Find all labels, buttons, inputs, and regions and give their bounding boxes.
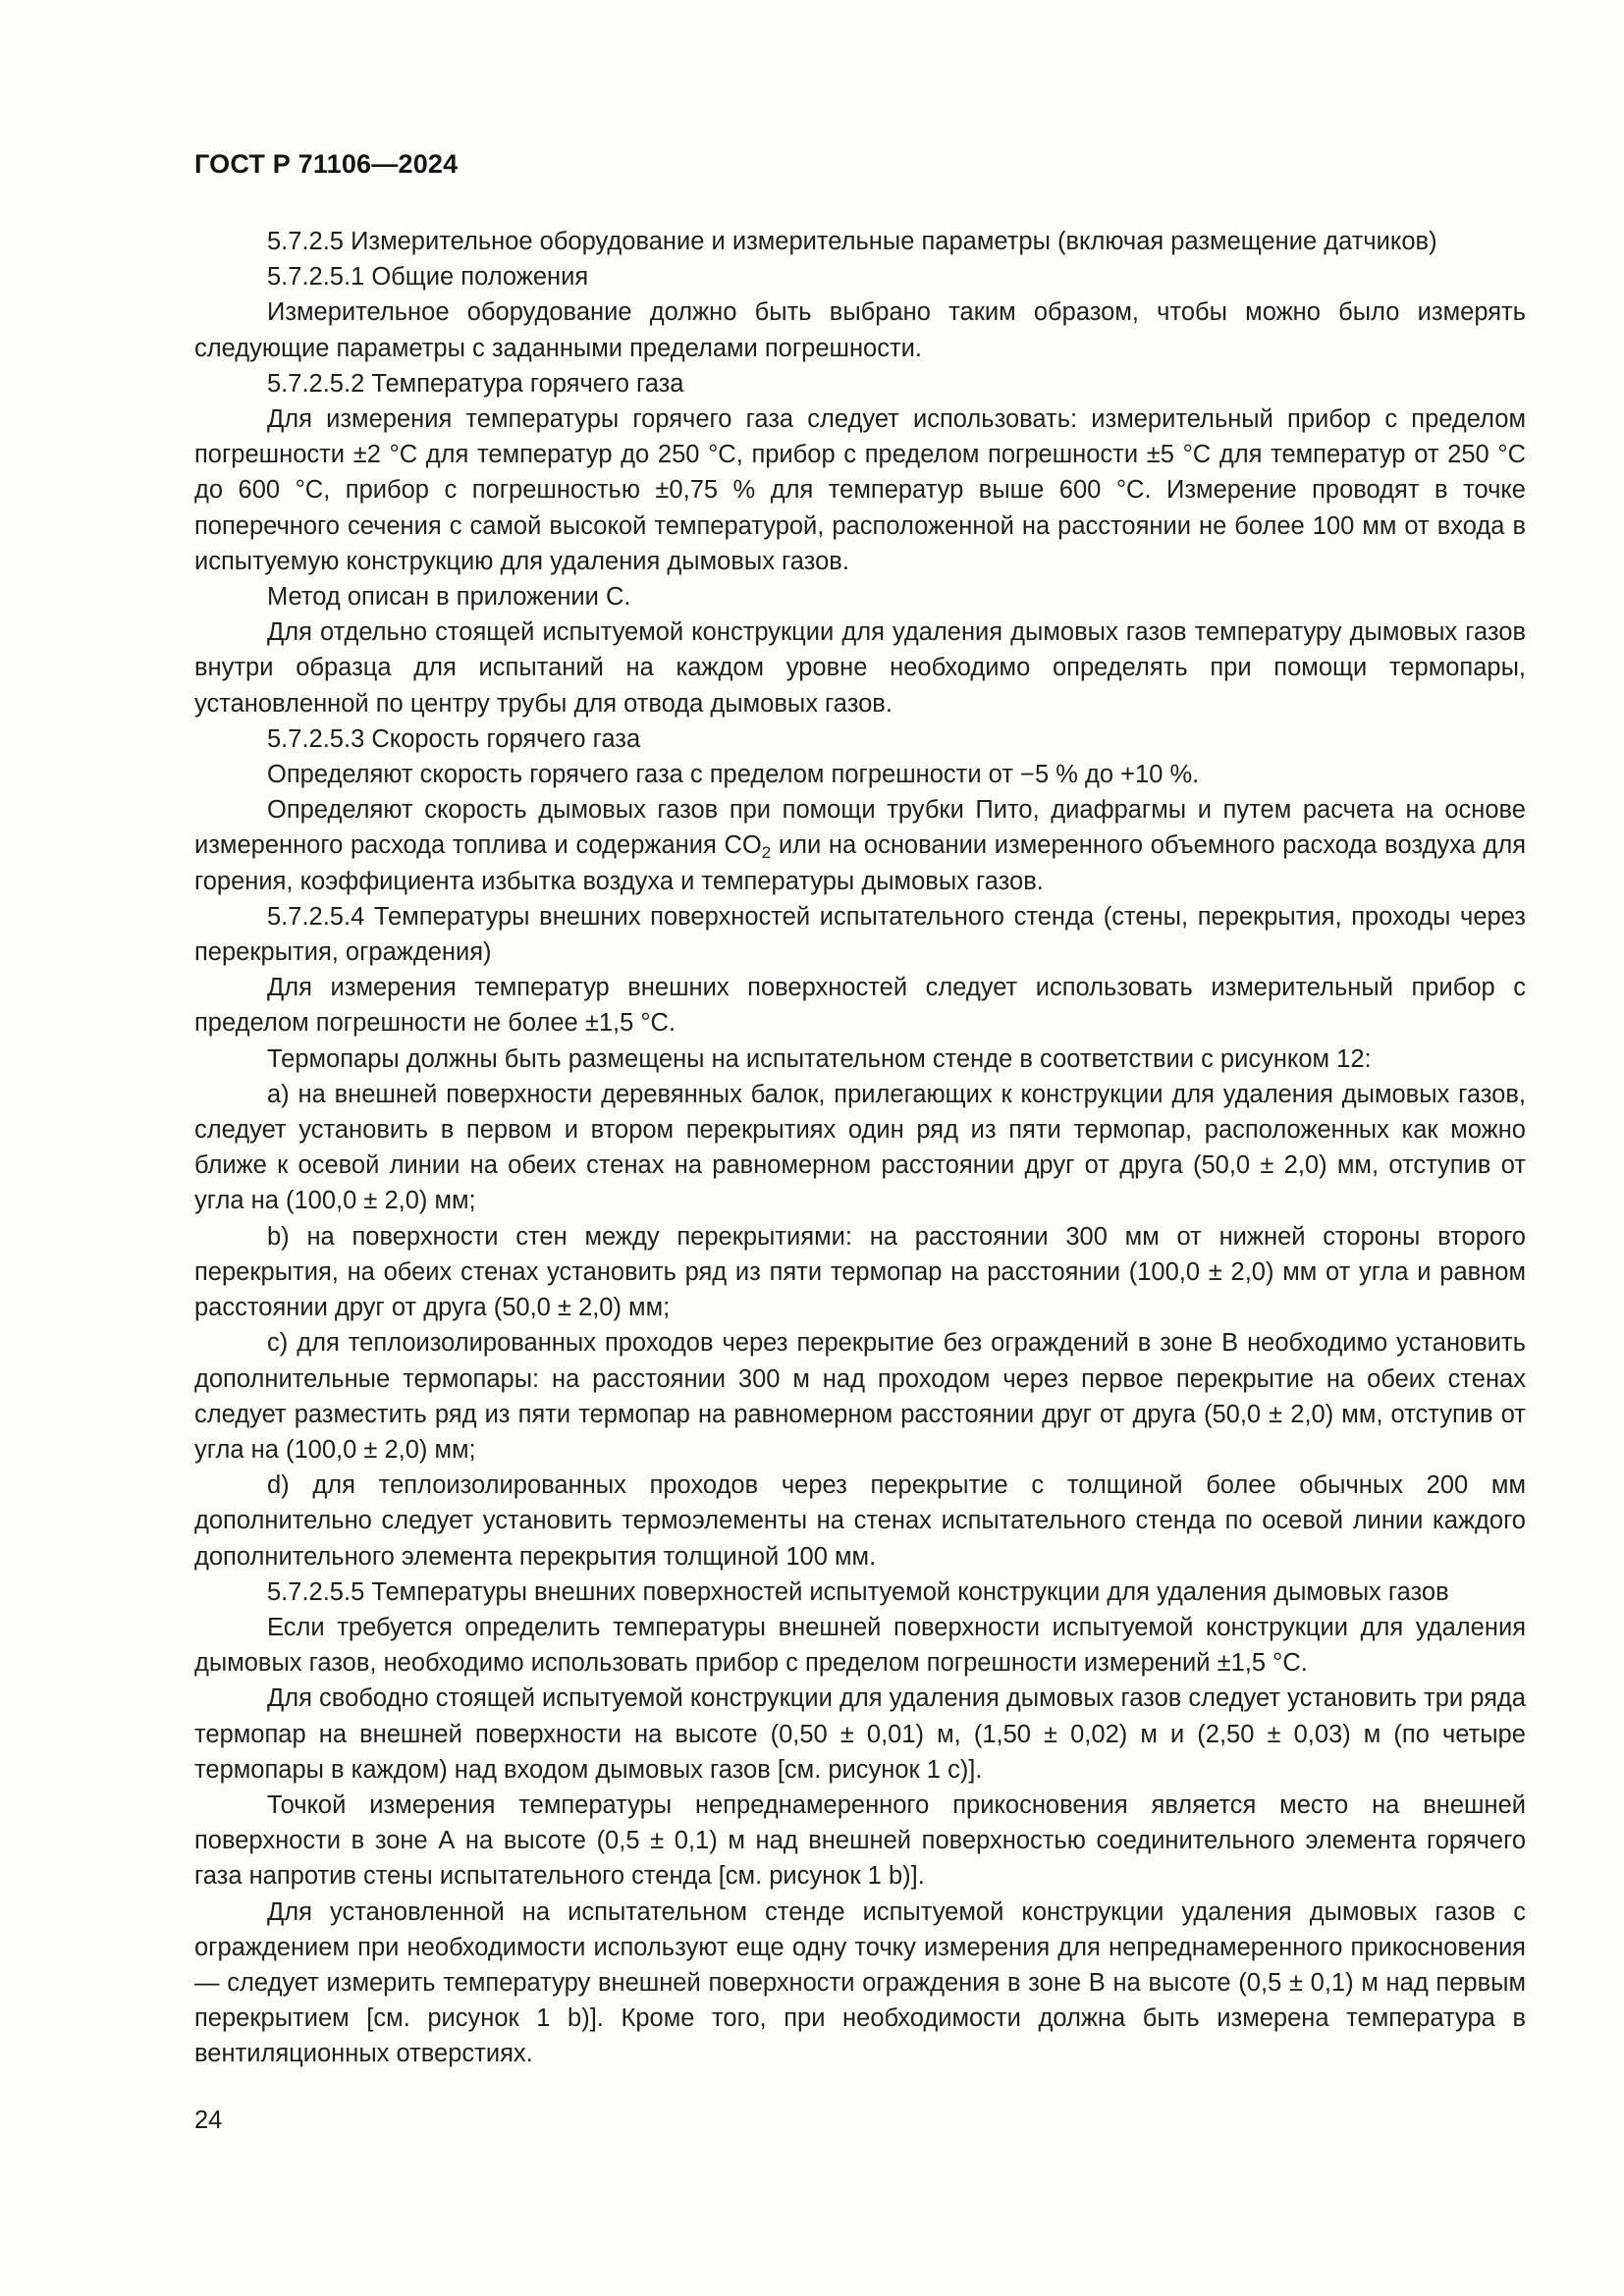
document-body: [194, 224, 1526, 2072]
paragraph: Термопары должны быть размещены на испытательном стенде в соответствии с рисунком 12:: [267, 1044, 1372, 1073]
paragraph: Метод описан в приложении С.: [267, 583, 631, 612]
section-heading-5-7-2-5-5: 5.7.2.5.5 Температуры внешних поверхностей испытуемой конструкции для удаления дымовых газов: [267, 1577, 1449, 1606]
section-heading-5-7-2-5: 5.7.2.5 Измерительное оборудование и измерительные параметры (включая размещение датчиков): [267, 228, 1437, 255]
section-heading-5-7-2-5-1: 5.7.2.5.1 Общие положения: [267, 263, 589, 292]
section-heading-5-7-2-5-2: 5.7.2.5.2 Температура горячего газа: [267, 369, 684, 398]
section-heading-5-7-2-5-3: 5.7.2.5.3 Скорость горячего газа: [267, 724, 641, 753]
paragraph: Для измерения температуры горячего газа следует использовать: измерительный прибор с пределом погрешности ±2 °С для температур до 250 °С, прибор с пределом погрешности ±5 °С для температур от 250 °С до 600 °С, прибор с погрешностью ±0,75 % для температур выше 600 °С. Измерение проводят в точке поперечного сечения с самой высокой температурой, расположенной на расстоянии не более 100 мм от входа в испытуемую конструкцию для удаления дымовых газов.: [194, 405, 1526, 575]
paragraph-co2-before: Определяют скорость дымовых газов при помощи трубки Пито, диафрагмы и путем расчета на основе измеренного расхода топлива и содержания CO: [194, 796, 1526, 860]
list-item-c: c) для теплоизолированных проходов через перекрытие без ограждений в зоне B необходимо установить дополнительные термопары: на расстоянии 300 м над проходом через первое перекрытие на обеих стенах следует разместить ряд из пяти термопар на равномерном расстоянии друг от друга (50,0 ± 2,0) мм, отступив от угла на (100,0 ± 2,0) мм;: [194, 1329, 1526, 1464]
list-item-d: d) для теплоизолированных проходов через перекрытие с толщиной более обычных 200 мм дополнительно следует установить термоэлементы на стенах испытательного стенда по осевой линии каждого дополнительного элемента перекрытия толщиной 100 мм.: [194, 1471, 1526, 1571]
paragraph: Если требуется определить температуры внешней поверхности испытуемой конструкции для удаления дымовых газов, необходимо использовать прибор с пределом погрешности измерений ±1,5 °С.: [194, 1613, 1526, 1678]
paragraph: Точкой измерения температуры непреднамеренного прикосновения является место на внешней поверхности в зоне А на высоте (0,5 ± 0,1) м над внешней поверхностью соединительного элемента горячего газа напротив стены испытательного стенда [см. рисунок 1 b)].: [194, 1790, 1526, 1891]
paragraph: Для свободно стоящей испытуемой конструкции для удаления дымовых газов следует установить три ряда термопар на внешней поверхности на высоте (0,50 ± 0,01) м, (1,50 ± 0,02) м и (2,50 ± 0,03) м (по четыре термопары в каждом) над входом дымовых газов [см. рисунок 1 c)].: [194, 1684, 1526, 1784]
paragraph: Для установленной на испытательном стенде испытуемой конструкции удаления дымовых газов с ограждением при необходимости используют еще одну точку измерения для непреднамеренного прикосновения — следует измерить температуру внешней поверхности ограждения в зоне В на высоте (0,5 ± 0,1) м над первым перекрытием [см. рисунок 1 b)]. Кроме того, при необходимости должна быть измерена температура в вентиляционных отверстиях.: [194, 1897, 1526, 2068]
paragraph-co2: [194, 792, 1526, 899]
paragraph: Определяют скорость горячего газа с пределом погрешности от −5 % до +10 %.: [267, 761, 1200, 789]
list-item-a: а) на внешней поверхности деревянных балок, прилегающих к конструкции для удаления дымовых газов, следует установить в первом и втором перекрытиях один ряд из пяти термопар, расположенных как можно ближе к осевой линии на обеих стенах на равномерном расстоянии друг от друга (50,0 ± 2,0) мм, отступив от угла на (100,0 ± 2,0) мм;: [194, 1080, 1526, 1215]
document-header: ГОСТ Р 71106—2024: [194, 149, 459, 179]
section-heading-5-7-2-5-4: 5.7.2.5.4 Температуры внешних поверхностей испытательного стенда (стены, перекрытия, проходы через перекрытия, ограждения): [194, 902, 1526, 967]
paragraph: Для отдельно стоящей испытуемой конструкции для удаления дымовых газов температуру дымовых газов внутри образца для испытаний на каждом уровне необходимо определять при помощи термопары, установленной по центру трубы для отвода дымовых газов.: [194, 618, 1526, 718]
paragraph-co2-after: или на основании измеренного объемного расхода воздуха для горения, коэффициента избытка воздуха и температуры дымовых газов.: [194, 831, 1527, 895]
paragraph: Для измерения температур внешних поверхностей следует использовать измерительный прибор с пределом погрешности не более ±1,5 °С.: [194, 974, 1526, 1038]
list-item-b: b) на поверхности стен между перекрытиями: на расстоянии 300 мм от нижней стороны второго перекрытия, на обеих стенах установить ряд из пяти термопар на расстоянии (100,0 ± 2,0) мм от угла и равном расстоянии друг от друга (50,0 ± 2,0) мм;: [194, 1222, 1526, 1322]
page-number: 24: [194, 2107, 223, 2134]
co2-subscript: 2: [761, 843, 772, 863]
paragraph: Измерительное оборудование должно быть выбрано таким образом, чтобы можно было измерять следующие параметры с заданными пределами погрешности.: [194, 298, 1526, 362]
